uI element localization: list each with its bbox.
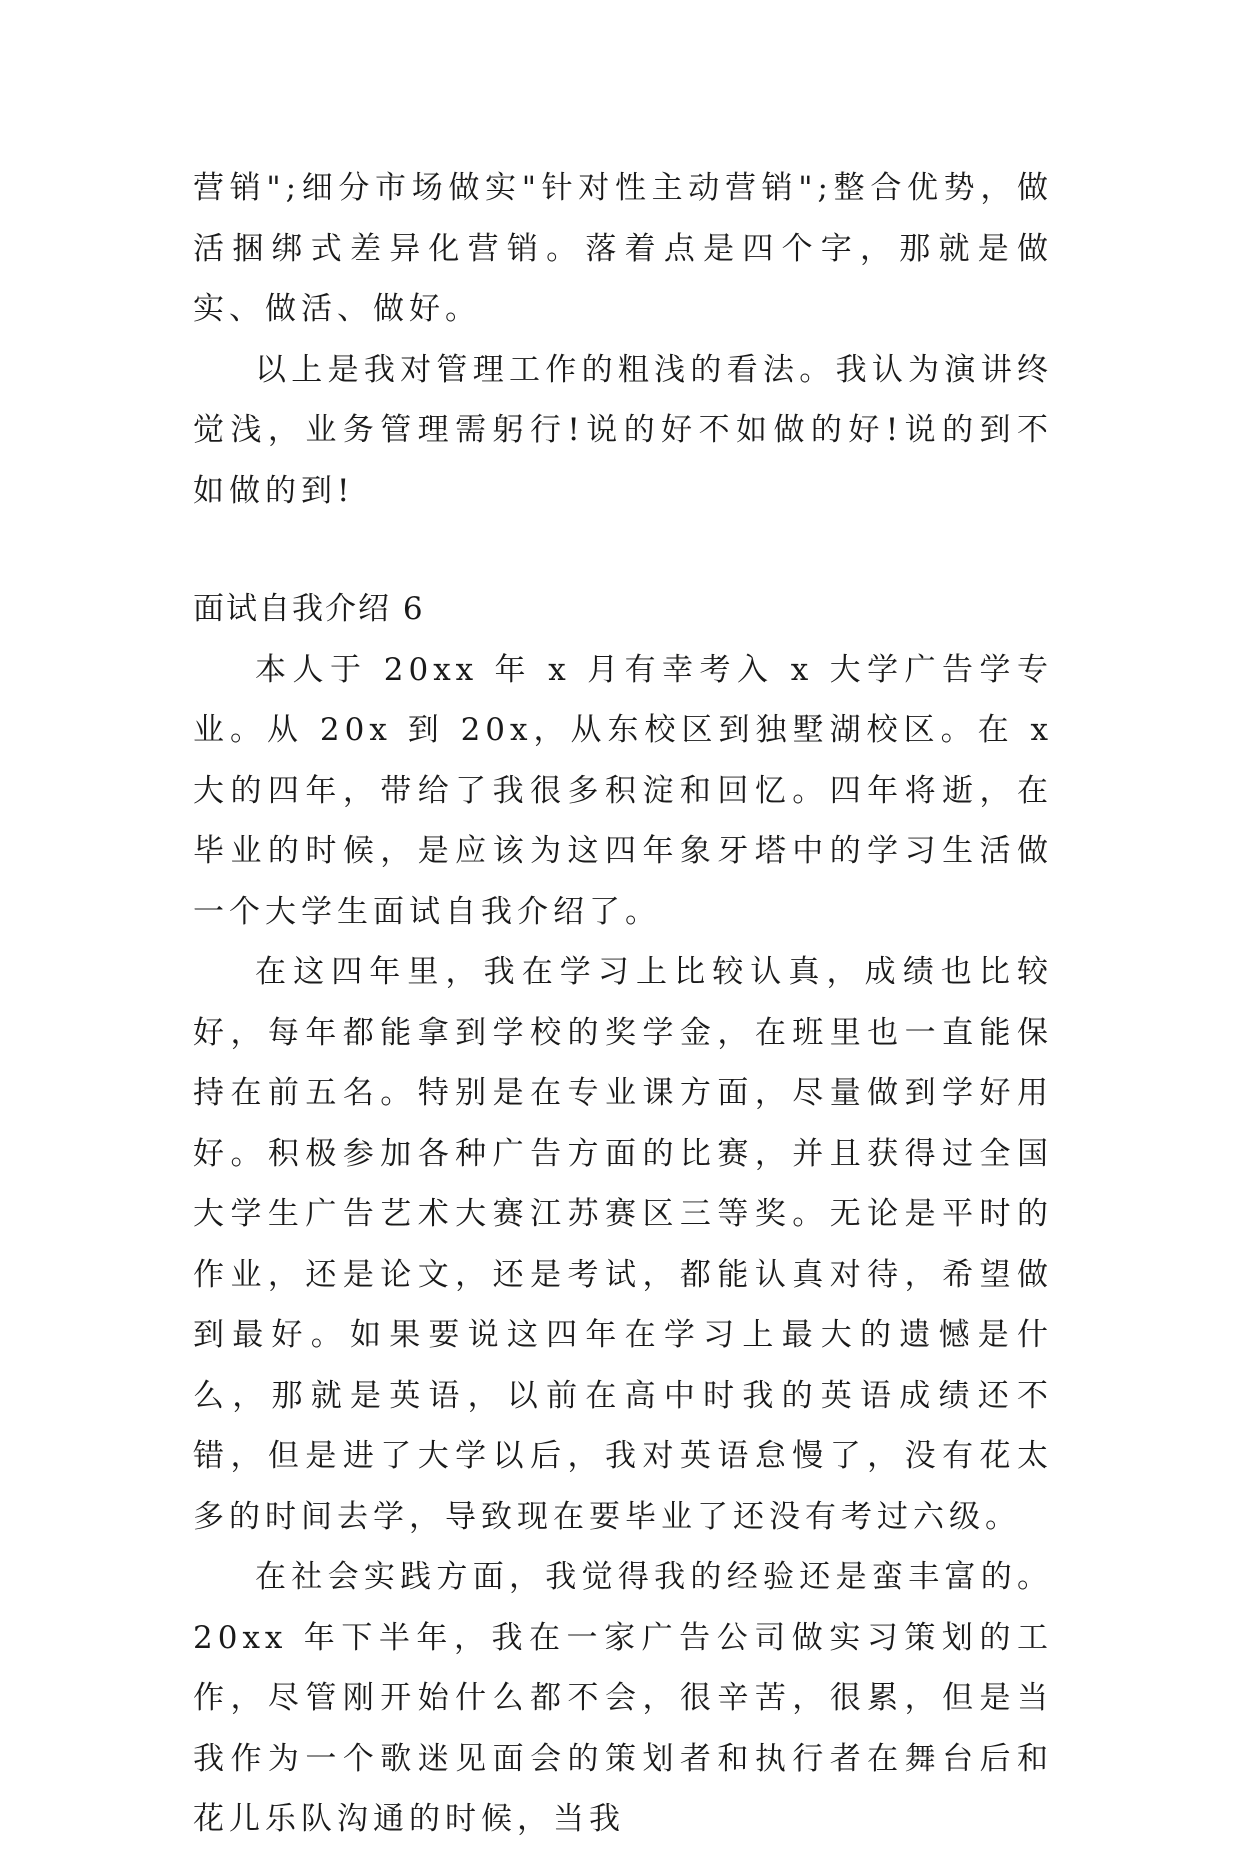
paragraph-social-practice: 在社会实践方面，我觉得我的经验还是蛮丰富的。20xx 年下半年，我在一家广告公司做实习策划的工作，尽管刚开始什么都不会，很辛苦，很累，但是当我作为一个歌迷见面会的策划者和执行者在舞台后和花儿乐队沟通的时候，当我: [193, 1559, 1053, 1837]
paragraph-marketing-summary: 营销";细分市场做实"针对性主动营销";整合优势，做活捆绑式差异化营销。落着点是四个字，那就是做实、做活、做好。: [193, 170, 1053, 327]
paragraph-university-intro: 本人于 20xx 年 x 月有幸考入 x 大学广告学专业。从 20x 到 20x，从东校区到独墅湖校区。在 x 大的四年，带给了我很多积淀和回忆。四年将逝，在毕业的时候，是应该为这四年象牙塔中的学习生活做一个大学生面试自我介绍了。: [193, 651, 1053, 930]
paragraph-study-record: 在这四年里，我在学习上比较认真，成绩也比较好，每年都能拿到学校的奖学金，在班里也一直能保持在前五名。特别是在专业课方面，尽量做到学好用好。积极参加各种广告方面的比赛，并且获得过全国大学生广告艺术大赛江苏赛区三等奖。无论是平时的作业，还是论文，还是考试，都能认真对待，希望做到最好。如果要说这四年在学习上最大的遗憾是什么，那就是英语，以前在高中时我的英语成绩还不错，但是进了大学以后，我对英语怠慢了，没有花太多的时间去学，导致现在要毕业了还没有考过六级。: [193, 954, 1053, 1535]
section-heading: 面试自我介绍 6: [193, 591, 425, 627]
paragraph-management-view: 以上是我对管理工作的粗浅的看法。我认为演讲终觉浅，业务管理需躬行!说的好不如做的好!说的到不如做的到!: [193, 351, 1053, 509]
document-page: [193, 158, 1053, 1850]
